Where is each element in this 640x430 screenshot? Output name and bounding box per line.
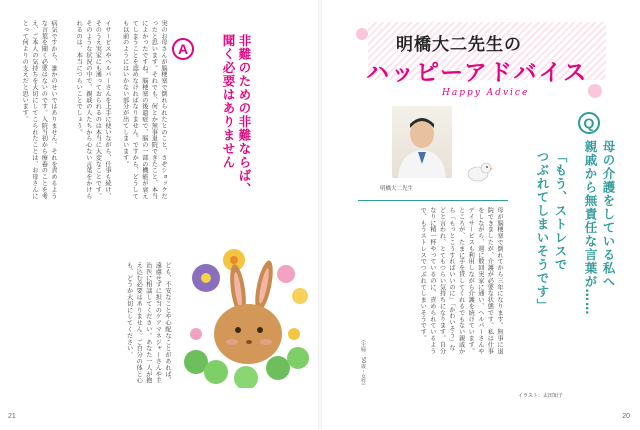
title-author: 明橋大二先生の (396, 35, 522, 55)
question-headline-1: 母の介護をしている私へ (601, 140, 616, 289)
decor-dot (588, 84, 602, 98)
answer-badge: A (172, 38, 194, 60)
question-headline-3: 「もう、ストレスで (553, 150, 568, 272)
page-gutter (318, 0, 322, 430)
question-badge: Q (578, 112, 600, 134)
answer-body-col4: ども、不安なことや心配なことがあれば、遠慮せずに担当のケアマネジャーさんや主治医に相談してください。あなた一人が抱え込む必要はありません。ご自分の体と心も、どうか大切にしてください。 (125, 262, 171, 384)
illustrator-credit: イラスト：太田知子 (518, 393, 563, 399)
question-headline-4: つぶれてしまいそうです」 (535, 150, 550, 312)
answer-body-col3: 病気ですから、誰かのせいではありません。それを責めるような言葉を聞く必要はないのです。入院当初から療養のことを考え、ご本人の気持ちを大切にしてこられたことは、お母さんにとって何よりの支えだと思います。 (21, 20, 57, 200)
question-letter-box (358, 200, 508, 391)
answer-body-col1: 実のお母さんが脳梗塞で倒れられたとのこと、さぞショックだったと思います。それでも、何とか無事退院できたこと、本当によかったですね。脳梗塞の後遺症で、脳の一部の機能が衰えてしまうことを認めなければなりません。ですから、どうしても以前のようにはいかない部分が出てしまいます。 (121, 20, 167, 200)
author-photo (392, 106, 452, 178)
letter-credit: （主婦 50歳・女性） (360, 337, 366, 389)
title-main: ハッピーアドバイス (366, 60, 589, 86)
rabbit-flower-illustration (176, 238, 316, 388)
answer-body-col2: イサービスやヘルパーさんを上手に使いながら、仕事も続け、そのうえ実家にも通っておられるのは本当に大変なことです。そのような状況の中で、親戚の人たちから心ない言葉をかけられるのは、本当につらいことでしょう。 (75, 20, 111, 200)
page-number-right: 20 (622, 413, 630, 420)
decor-dot (356, 28, 368, 40)
series-title (356, 22, 614, 114)
title-subtitle: Happy Advice (442, 88, 530, 98)
page-number-left: 21 (8, 413, 16, 420)
question-letter-text: 母が脳梗塞で倒れてから三年になります。無事に退院できましたが、介護が必要な状態です。私は仕事をしながら、週に数回実家に通い、ヘルパーさんやデイサービスも利用しながら介護を続けています。ところが、たまに手を貸してくれるでもない親戚から「もっとこうすればいいのに」「かわいそう」などと言われ、とてもつらい気持ちになります。自分なりに精一杯やっているのに、責められているようで、もうストレスでつぶれてしまいそうです。 (419, 207, 503, 355)
question-headline-2: 親戚から無責任な言葉が…… (583, 140, 598, 316)
right-page (320, 0, 640, 430)
author-portrait (392, 106, 452, 178)
bird-illustration (464, 158, 494, 184)
answer-headline: 非難のための非難ならば、 聞く必要はありません (221, 34, 252, 196)
photo-caption: 明橋大二先生 (380, 186, 414, 192)
